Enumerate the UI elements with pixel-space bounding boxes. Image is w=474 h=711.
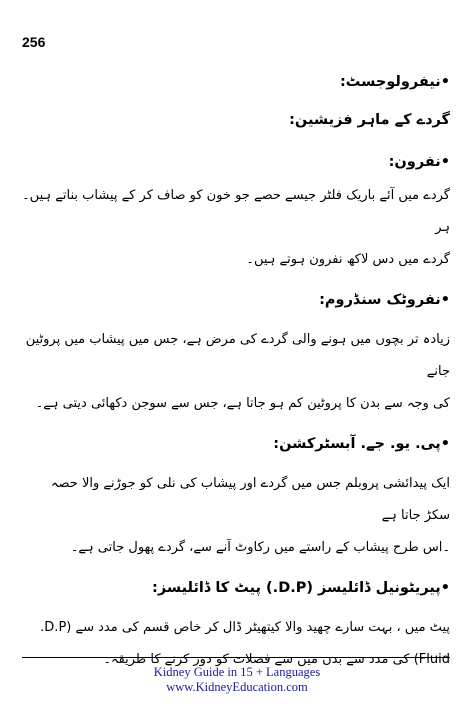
- puj-line-2: ۔اس طرح پیشاب کے راستے میں رکاوٹ آنے سے، گردے پھول جاتی ہے۔: [70, 540, 450, 555]
- pd-line-1: پیٹ میں ، بہت سارے چھید والا کیتھیٹر ڈال کر خاص قسم کی مدد سے (D.P.: [40, 620, 450, 635]
- page-number: 256: [22, 34, 46, 50]
- footer-line-1: Kidney Guide in 15 + Languages: [153, 665, 321, 679]
- nephrotic-heading: [22, 290, 450, 310]
- puj-heading: [22, 434, 450, 454]
- nephrotic-heading-text: نفروٹک سنڈروم:: [319, 292, 441, 308]
- nephron-line-2: گردے میں دس لاکھ نفرون ہوتے ہیں۔: [246, 252, 450, 267]
- footer: [0, 665, 474, 695]
- nephron-heading: [22, 152, 450, 172]
- footer-divider: [22, 657, 450, 658]
- bullet: •: [440, 436, 450, 452]
- nephrotic-line-2: کی وجہ سے بدن کا پروٹین کم ہو جاتا ہے، جس سے سوجن دکھائی دیتی ہے۔: [35, 396, 450, 411]
- puj-line-1: ایک پیدائشی پروبلم جس میں گردے اور پیشاب کی نلی کو جوڑنے والا حصہ سکڑ جاتا ہے: [50, 476, 450, 523]
- nephrologist-heading: [22, 72, 450, 92]
- nephrotic-paragraph: [22, 324, 450, 420]
- nephrotic-line-1: زیادہ تر بچوں میں ہونے والی گردے کی مرض ہے، جس میں پیشاب میں پروٹین جانے: [25, 332, 450, 379]
- footer-website: www.KidneyEducation.com: [166, 680, 308, 694]
- nephrologist-subheading: گردے کے ماہر فزیشین:: [289, 112, 450, 128]
- nephron-paragraph: [22, 180, 450, 276]
- page-content: [22, 70, 450, 676]
- bullet: •: [440, 74, 450, 90]
- bullet: •: [440, 292, 450, 308]
- puj-paragraph: [22, 468, 450, 564]
- bullet: •: [440, 580, 450, 596]
- pd-heading-text: پیریٹونیل ڈائلیسز (D.P.) پیٹ کا ڈائلیسز:: [152, 580, 441, 596]
- pd-heading: [22, 578, 450, 598]
- bullet: •: [440, 154, 450, 170]
- nephron-line-1: گردے میں آئے باریک فلٹر جیسے حصے جو خون کو صاف کر کے پیشاب بناتے ہیں۔ ہر: [22, 188, 450, 235]
- nephron-heading-text: نفرون:: [388, 154, 441, 170]
- pd-line-2: Fluid) کی مدد سے بدن میں سے فضلات کو دور کرنے کا طریقہ۔: [103, 652, 450, 667]
- puj-heading-text: پی. یو. جے. آبسٹرکشن:: [273, 436, 441, 452]
- nephrologist-heading-text: نیفرولوجسٹ:: [339, 74, 441, 90]
